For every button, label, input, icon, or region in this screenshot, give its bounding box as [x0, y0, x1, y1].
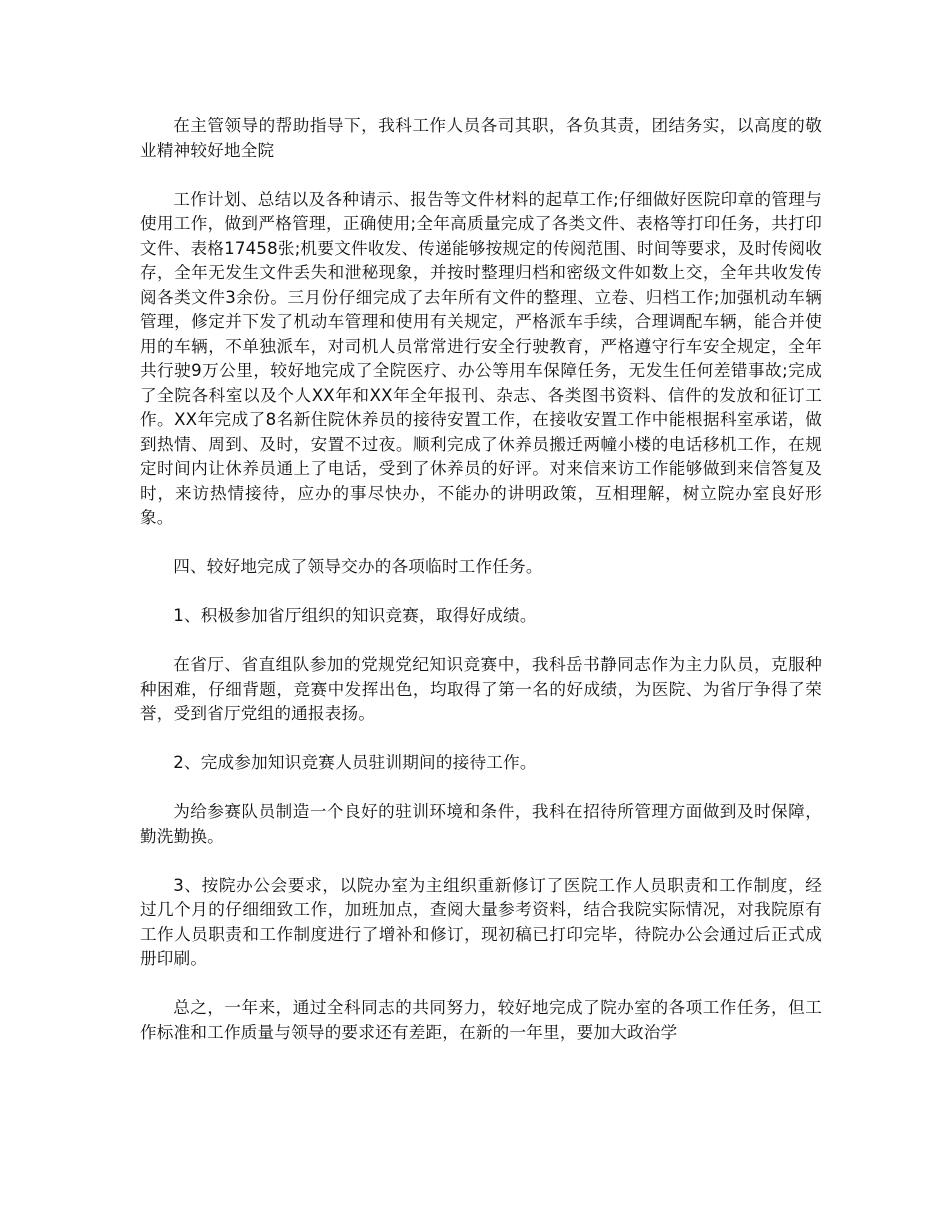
paragraph-item-one-body: 在省厅、省直组队参加的党规党纪知识竞赛中，我科岳书静同志作为主力队员，克服种种困难，仔细背题，竞赛中发挥出色，均取得了第一名的好成绩，为医院、为省厅争得了荣誉，受到省厅党组的通报表扬。 [140, 655, 822, 723]
paragraph-work-summary: 工作计划、总结以及各种请示、报告等文件材料的起草工作;仔细做好医院印章的管理与使用工作，做到严格管理，正确使用;全年高质量完成了各类文件、表格等打印任务，共打印文件、表格17458张;机要文件收发、传递能够按规定的传阅范围、时间等要求，及时传阅收存，全年无发生文件丢失和泄秘现象，并按时整理归档和密级文件如数上交，全年共收发传阅各类文件3余份。三月份仔细完成了去年所有文件的整理、立卷、归档工作;加强机动车辆管理，修定并下发了机动车管理和使用有关规定，严格派车手续，合理调配车辆，能合并使用的车辆，不单独派车，对司机人员常常进行安全行驶教育，严格遵守行车安全规定，全年共行驶9万公里，较好地完成了全院医疗、办公等用车保障任务，无发生任何差错事故;完成了全院各科室以及个人XX年和XX年全年报刊、杂志、各类图书资料、信件的发放和征订工作。XX年完成了8名新住院休养员的接待安置工作，在接收安置工作中能根据科室承诺，做到热情、周到、及时，安置不过夜。顺利完成了休养员搬迁两幢小楼的电话移机工作，在规定时间内让休养员通上了电话，受到了休养员的好评。对来信来访工作能够做到来信答复及时，来访热情接待，应办的事尽快办，不能办的讲明政策，互相理解，树立院办室良好形象。 [140, 189, 822, 527]
paragraph-intro: 在主管领导的帮助指导下，我科工作人员各司其职，各负其责，团结务实，以高度的敬业精神较好地全院 [140, 116, 822, 160]
document-body [140, 114, 822, 1070]
paragraph-conclusion: 总之，一年来，通过全科同志的共同努力，较好地完成了院办室的各项工作任务，但工作标准和工作质量与领导的要求还有差距，在新的一年里，要加大政治学 [140, 998, 822, 1042]
paragraph-item-two-body: 为给参赛队员制造一个良好的驻训环境和条件，我科在招待所管理方面做到及时保障，勤洗勤换。 [140, 802, 822, 846]
paragraph-item-three: 3、按院办公会要求，以院办室为主组织重新修订了医院工作人员职责和工作制度，经过几个月的仔细细致工作，加班加点，查阅大量参考资料，结合我院实际情况，对我院原有工作人员职责和工作制度进行了增补和修订，现初稿已打印完毕，待院办公会通过后正式成册印刷。 [140, 875, 822, 968]
paragraph-item-one-heading: 1、积极参加省厅组织的知识竞赛，取得好成绩。 [173, 606, 537, 625]
paragraph-section-four-heading: 四、较好地完成了领导交办的各项临时工作任务。 [173, 557, 543, 576]
paragraph-item-two-heading: 2、完成参加知识竞赛人员驻训期间的接待工作。 [173, 753, 537, 772]
